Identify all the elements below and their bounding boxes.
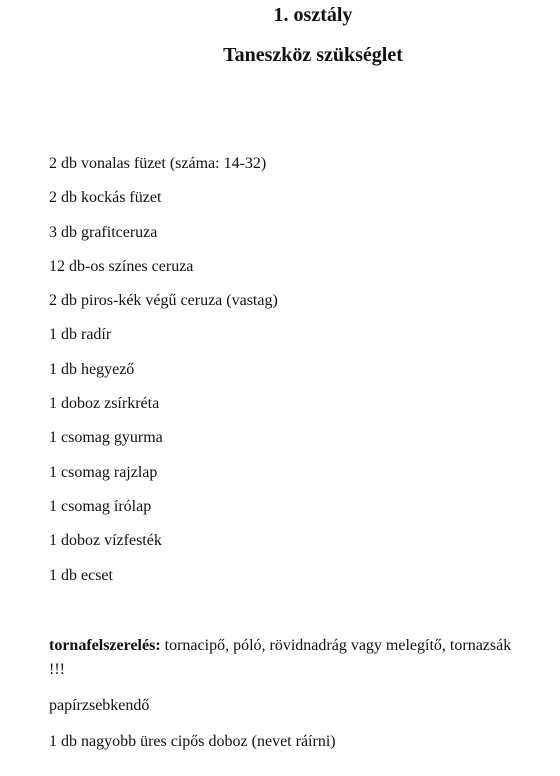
shoebox-item: 1 db nagyobb üres cipős doboz (nevet ráírni) [49, 733, 336, 750]
list-item: 1 db radír [49, 326, 112, 344]
page-title: 1. osztály [273, 4, 353, 26]
tissue-item: papírzsebkendő [49, 697, 150, 714]
sports-equipment-paragraph [49, 634, 529, 682]
list-item: 1 csomag írólap [49, 497, 152, 515]
list-item: 2 db piros-kék végű ceruza (vastag) [49, 292, 278, 310]
list-item: 2 db vonalas füzet (száma: 14-32) [49, 155, 267, 172]
list-item: 1 db hegyező [49, 360, 135, 378]
list-item: 1 csomag gyurma [49, 429, 163, 447]
sports-equipment-label: tornafelszerelés: [49, 637, 161, 654]
list-item: 1 csomag rajzlap [49, 463, 158, 481]
list-item: 12 db-os színes ceruza [49, 257, 194, 275]
list-item: 2 db kockás füzet [49, 189, 162, 207]
list-item: 1 doboz vízfesték [49, 532, 162, 550]
list-item: 1 doboz zsírkréta [49, 395, 160, 413]
list-item: 3 db grafitceruza [49, 223, 158, 241]
page-subtitle: Taneszköz szükséglet [223, 44, 403, 66]
sports-equipment-text: tornacipő, póló, rövidnadrág vagy melegítő, tornazsák !!! [49, 637, 512, 678]
list-item: 1 db ecset [49, 566, 113, 584]
supply-list [49, 152, 278, 598]
